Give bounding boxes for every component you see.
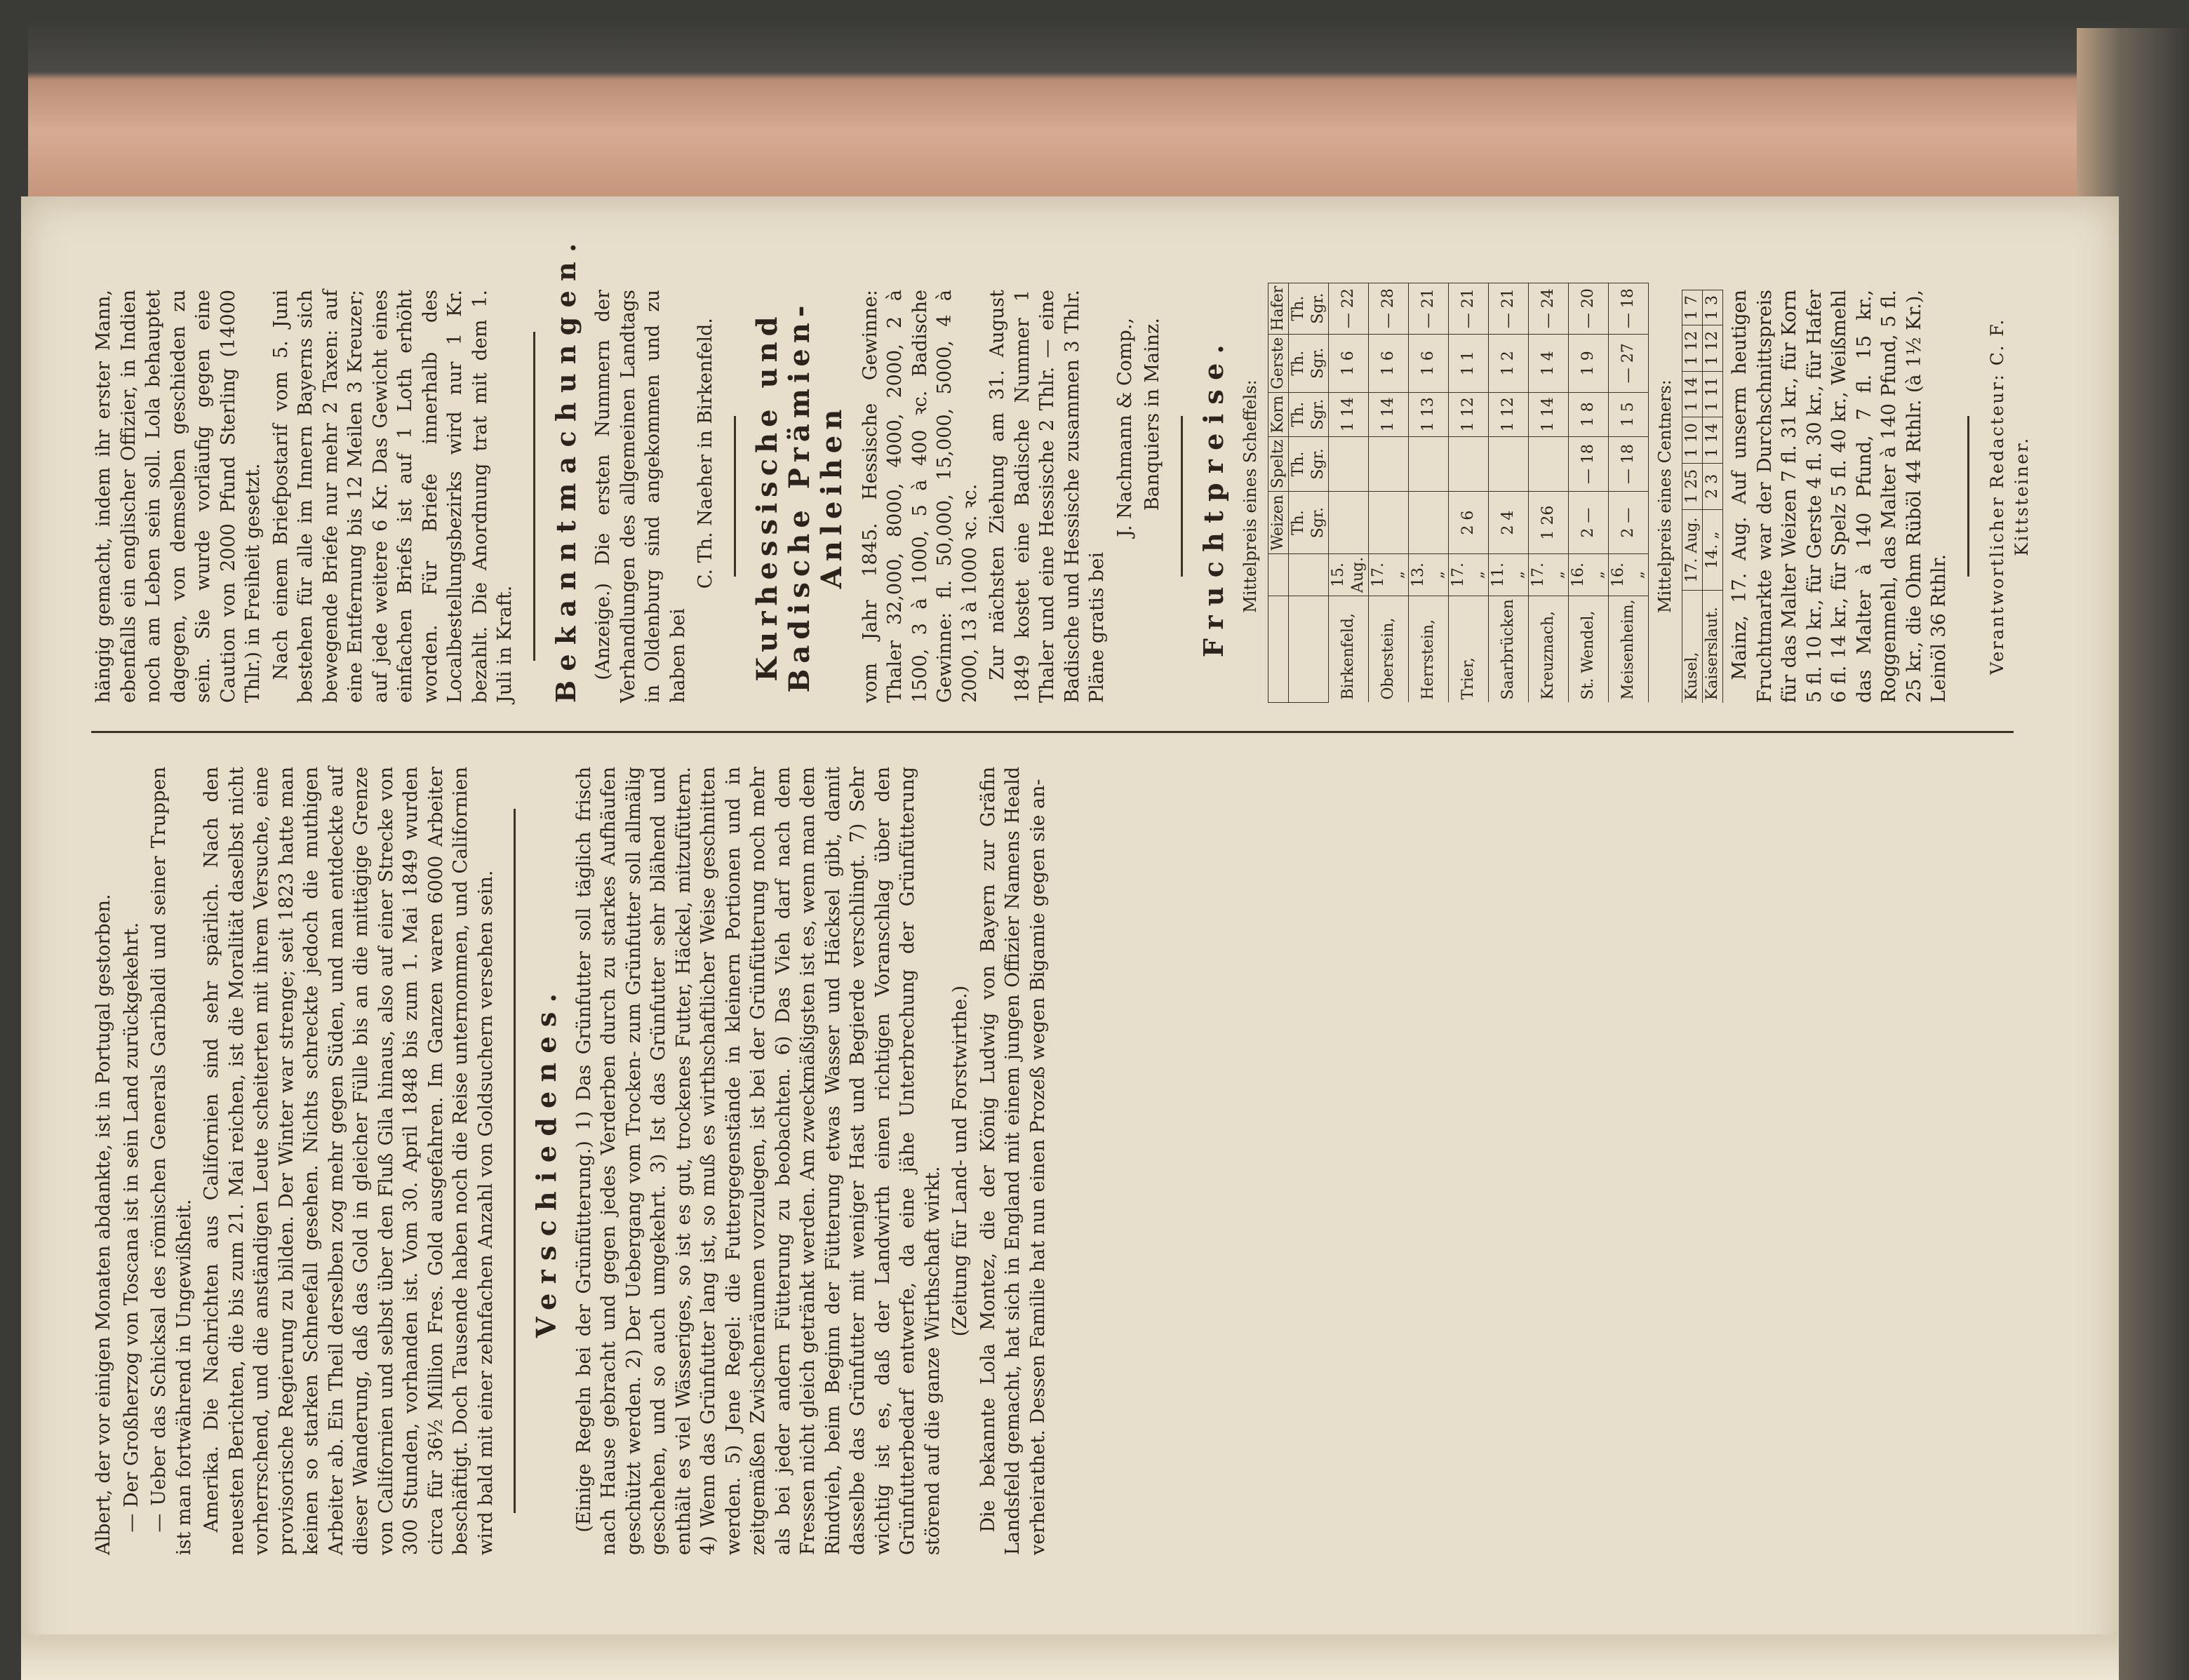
paragraph-gruenfuetterung: (Einige Regeln bei der Grünfütterung.) 1) Das Grünfutter soll täglich frisch nach Hause gebracht und gegen jedes Verderben durch zu starkes Aufhäufen geschützt werden. 2) Der Uebergang vom Trocken- zum Grünfutter soll allmälig geschehen, und so auch umgekehrt. 3) Ist das Grünfutter sehr blähend und enthält es viel Wässeriges, so ist es gut, trockenes Futter, Häckel, mitzufüttern. 4) Wenn das Grünfutter lang ist, so muß es wirthschaftlicher Weise geschnitten werden. 5) Jene Regel: die Futtergegenstände in kleinern Portionen und in zeitgemäßen Zwischenräumen vorzulegen, ist bei der Grünfütterung noch mehr als bei jeder andern Fütterung zu beobachten. 6) Das Vieh darf nach dem Fressen nicht gleich getränkt werden. Am zweckmäßigsten ist es, wenn man dem Rindvieh, beim Beginn der Fütterung etwas Wasser und Häcksel gibt, damit dasselbe das Grünfutter mit weniger Hast und Begierde verschlingt. 7) Sehr wichtig ist es, daß der Landwirth einen richtigen Voranschlag über den Grünfutterbedarf entwerfe, da eine jähe Unterbrechung der Grünfütterung störend auf die ganze Wirthschaft wirkt. [573, 767, 944, 1555]
price-cell: 1 3 [1703, 290, 1723, 325]
price-cell: 13. „ [1408, 553, 1448, 596]
price-cell: 1 6 [1368, 334, 1408, 392]
table-row [1408, 283, 1448, 702]
price-cell: 1 14 [1682, 371, 1703, 417]
table-row [1368, 283, 1408, 702]
price-cell: — 21 [1408, 283, 1448, 334]
paragraph-ziehung: Zur nächsten Ziehung am 31. August 1849 kostet eine Badische Nummer 1 Thaler und eine Hessische 2 Thlr. — eine Badische und Hessische zusammen 3 Thlr. Pläne gratis bei [986, 290, 1108, 703]
place-cell: Kreuznach, [1528, 596, 1568, 703]
price-cell: 2 — [1568, 492, 1608, 554]
table-header-row [1268, 283, 1288, 702]
price-cell: 1 4 [1528, 334, 1568, 392]
paragraph-mainz-markt: Mainz, 17. Aug. Auf unserm heutigen Fruchtmarkte war der Durchschnittspreis für das Malter Weizen 7 fl. 31 kr., für Korn 5 fl. 10 kr., für Gerste 4 fl. 30 kr., für Hafer 6 fl. 14 kr., für Spelz 5 fl. 40 kr., Weißmehl das Malter à 140 Pfund, 7 fl. 15 kr., Roggenmehl, das Malter à 140 Pfund, 5 fl. 25 kr., die Ohm Rüböl 44 Rthlr. (à 1½ Kr.), Leinöl 36 Rthlr. [1729, 290, 1950, 703]
table-subheader-cell: Th. Sgr. [1288, 436, 1328, 492]
price-cell: 1 10 [1682, 417, 1703, 464]
table-row [1488, 283, 1528, 702]
price-cell: 2 3 [1703, 463, 1723, 509]
price-cell [1448, 436, 1488, 492]
price-cell: 1 12 [1488, 392, 1528, 436]
price-cell [1408, 492, 1448, 554]
price-cell: 1 2 [1488, 334, 1528, 392]
price-cell [1328, 436, 1368, 492]
price-cell [1368, 492, 1408, 554]
separator-rule [514, 809, 516, 1513]
price-cell: 14. „ [1703, 509, 1723, 591]
table-header-cell [1268, 553, 1288, 596]
paragraph-briefpost: Nach einem Briefpostarif vom 5. Juni bestehen für alle im Innern Bayerns sich bewegende Briefe nur mehr 2 Taxen: auf eine Entfernung bis 12 Meilen 3 Kreuzer; auf jede weitere 6 Kr. Das Gewicht eines einfachen Briefs ist auf 1 Loth erhöht worden. Für Briefe innerhalb des Localbestellungsbezirks wird nur 1 Kr. bezahlt. Die Anordnung trat mit dem 1. Juli in Kraft. [269, 290, 516, 703]
table-subheader-cell [1288, 553, 1328, 596]
price-cell: — 20 [1568, 283, 1608, 334]
price-cell: 1 5 [1608, 392, 1648, 436]
table-subheader-cell [1288, 596, 1328, 703]
price-cell: 17. Aug. [1682, 509, 1703, 591]
rotated-text-block [91, 234, 2032, 1568]
paragraph-albert: Albert, der vor einigen Monaten abdankte, ist in Portugal gestorben. [93, 894, 114, 1555]
price-cell: — 18 [1568, 436, 1608, 492]
table-row [1448, 283, 1488, 702]
price-cell: — 21 [1488, 283, 1528, 334]
price-cell: 1 26 [1528, 492, 1568, 554]
price-cell: 1 6 [1328, 334, 1368, 392]
paragraph-lola-continued: hängig gemacht, indem ihr erster Mann, ebenfalls ein englischer Offizier, in Indien noch am Leben sein soll. Lola behauptet dagegen, von demselben geschieden zu sein. Sie wurde vorläufig gegen eine Caution von 2000 Pfund Sterling (14000 Thlr.) in Freiheit gesetzt. [93, 290, 264, 703]
price-cell: 1 25 [1682, 463, 1703, 509]
page-gutter [21, 1634, 2119, 1680]
separator-rule [1967, 416, 1969, 577]
place-cell: Trier, [1448, 596, 1488, 703]
table-header-cell: Korn [1268, 392, 1288, 436]
table-row [1568, 283, 1608, 702]
table-header-cell: Gerste [1268, 334, 1288, 392]
price-cell: — 18 [1608, 436, 1648, 492]
paragraph-amerika: Amerika. Die Nachrichten aus Californien sind sehr spärlich. Nach den neuesten Berichten, die bis zum 21. Mai reichen, ist die Moralität daselbst nicht vorherrschend, und die anständigen Leute scheiterten mit ihrem Versuche, eine provisorische Regierung zu bilden. Der Winter war strenge; seit 1823 hatte man keinen so starken Schneefall gesehen. Nichts schreckte jedoch die muthigen Arbeiter ab. Ein Theil derselben zog mehr gegen Süden, und man entdeckte auf dieser Wanderung, daß das Gold in gleicher Fülle bis an die mittägige Grenze von Californien und selbst über den Fluß Gila hinaus, also auf einer Strecke von 300 Stunden, vorhanden ist. Vom 30. April 1848 bis zum 1. Mai 1849 wurden circa für 36½ Million Fres. Gold ausgefahren. Im Ganzen waren 6000 Arbeiter beschäftigt. Doch Tausende haben noch die Reise unternommen, und Californien wird bald mit einer zehnfachen Anzahl von Goldsuchern versehen sein. [201, 767, 497, 1555]
price-cell: 17. „ [1448, 553, 1488, 596]
price-cell: — 28 [1368, 283, 1408, 334]
table-row [1328, 283, 1368, 702]
book-page-edges [28, 21, 2133, 203]
heading-fruchtpreise: Fruchtpreise. [1197, 335, 1229, 658]
paragraph-anzeige: (Anzeige.) Die ersten Nummern der Verhandlungen des allgemeinen Landtags in Oldenburg sind angekommen und zu haben bei [592, 290, 689, 703]
signature-naeher: C. Th. Naeher in Birkenfeld. [695, 318, 716, 589]
table-row [1608, 283, 1648, 702]
place-cell: Meisenheim, [1608, 596, 1648, 703]
price-cell [1328, 492, 1368, 554]
table-header-cell: Weizen [1268, 492, 1288, 554]
table-subheader-cell: Th. Sgr. [1288, 492, 1328, 554]
separator-rule [734, 416, 736, 577]
place-cell: Herrstein, [1408, 596, 1448, 703]
table-row [1703, 290, 1723, 704]
place-cell: Oberstein, [1368, 596, 1408, 703]
price-cell: 17. „ [1368, 553, 1408, 596]
table-body [1682, 290, 1723, 704]
source-citation: (Zeitung für Land- und Forstwirthe.) [949, 985, 971, 1337]
column-right [91, 234, 2032, 715]
paragraph-garibaldi: — Ueber das Schicksal des römischen Generals Garibaldi und seiner Truppen ist man fortwährend in Ungewißheit. [148, 767, 195, 1555]
price-cell: 2 — [1608, 492, 1648, 554]
price-cell: 1 14 [1368, 392, 1408, 436]
price-table-scheffel [1268, 283, 1649, 703]
price-cell: 1 6 [1408, 334, 1448, 392]
footer-redacteur: Verantwortlicher Redacteur: C. F. Kittsteiner. [1986, 318, 2032, 675]
table-header-cell [1268, 596, 1288, 703]
place-cell: Kaiserslaut. [1703, 591, 1723, 703]
price-cell: 11. „ [1488, 553, 1528, 596]
price-cell: 2 4 [1488, 492, 1528, 554]
table-subheader-cell: Th. Sgr. [1288, 392, 1328, 436]
table-caption-centner: Mittelpreis eines Centners: [1654, 379, 1675, 613]
price-cell: 1 8 [1568, 392, 1608, 436]
table-header-cell: Speltz [1268, 436, 1288, 492]
table-body [1328, 283, 1648, 702]
table-caption-scheffel: Mittelpreis eines Scheffels: [1240, 379, 1260, 613]
signature-banquiers: Banquiers in Mainz. [1142, 318, 1163, 511]
price-cell: — 22 [1328, 283, 1368, 334]
price-cell: — 18 [1608, 283, 1648, 334]
price-cell: 1 12 [1703, 325, 1723, 371]
table-subheader-cell: Th. Sgr. [1288, 283, 1328, 334]
price-cell: 1 13 [1408, 392, 1448, 436]
price-cell: 16. „ [1568, 553, 1608, 596]
table-subheader-cell: Th. Sgr. [1288, 334, 1328, 392]
price-cell [1408, 436, 1448, 492]
price-cell: 1 14 [1703, 417, 1723, 464]
place-cell: Kusel, [1682, 591, 1703, 703]
column-divider [91, 731, 2014, 733]
price-cell [1488, 436, 1528, 492]
price-table-centner [1682, 290, 1723, 703]
price-cell: 15. Aug. [1328, 553, 1368, 596]
price-cell: 16. „ [1608, 553, 1648, 596]
heading-bekanntmachungen: Bekanntmachungen. [549, 234, 582, 703]
table-subheader-row [1288, 283, 1328, 702]
separator-rule [1181, 416, 1183, 577]
paragraph-gewinne: vom Jahr 1845. Hessische Gewinne: Thaler 32,000, 8000, 4000, 2000, 2 à 1500, 3 à 1000, 5 à 400 ꝛc. Badische Gewinne: fl. 50,000, 15,000, 5000, 4 à 2000, 13 à 1000 ꝛc. ꝛc. [859, 290, 981, 703]
place-cell: Birkenfeld, [1328, 596, 1368, 703]
price-cell: — 24 [1528, 283, 1568, 334]
heading-verschiedenes: Verschiedenes. [530, 983, 562, 1338]
price-cell: — 21 [1448, 283, 1488, 334]
table-header-cell: Hafer [1268, 283, 1288, 334]
price-cell: 17. „ [1528, 553, 1568, 596]
signature-nachmann: J. Nachmann & Comp., [1113, 318, 1136, 537]
paragraph-toskana: — Der Großherzog von Toscana ist in sein Land zurückgekehrt. [120, 922, 142, 1533]
price-cell: 1 12 [1682, 325, 1703, 371]
column-left [91, 754, 2014, 1568]
price-cell: 1 14 [1328, 392, 1368, 436]
price-cell: — 27 [1608, 334, 1648, 392]
price-cell: 1 9 [1568, 334, 1608, 392]
price-cell: 1 11 [1703, 371, 1723, 417]
price-cell: 2 6 [1448, 492, 1488, 554]
price-cell: 1 12 [1448, 392, 1488, 436]
price-cell [1528, 436, 1568, 492]
price-cell: 1 14 [1528, 392, 1568, 436]
price-cell: 1 1 [1448, 334, 1488, 392]
paragraph-lola-montez: Die bekannte Lola Montez, die der König Ludwig von Bayern zur Gräfin Landsfeld gemacht, hat sich in England mit einem jungen Offizier Namens Heald verheirathet. Dessen Familie hat nun einen Prozeß wegen Bigamie gegen sie an- [977, 767, 1049, 1555]
table-row [1528, 283, 1568, 702]
price-cell: 1 7 [1682, 290, 1703, 325]
table-row [1682, 290, 1703, 704]
place-cell: Saarbrücken [1488, 596, 1528, 703]
separator-rule [533, 332, 535, 661]
place-cell: St. Wendel, [1568, 596, 1608, 703]
heading-praemien-anleihen: Kurhessische und Badische Prämien-Anleihen [750, 300, 848, 693]
price-cell [1368, 436, 1408, 492]
